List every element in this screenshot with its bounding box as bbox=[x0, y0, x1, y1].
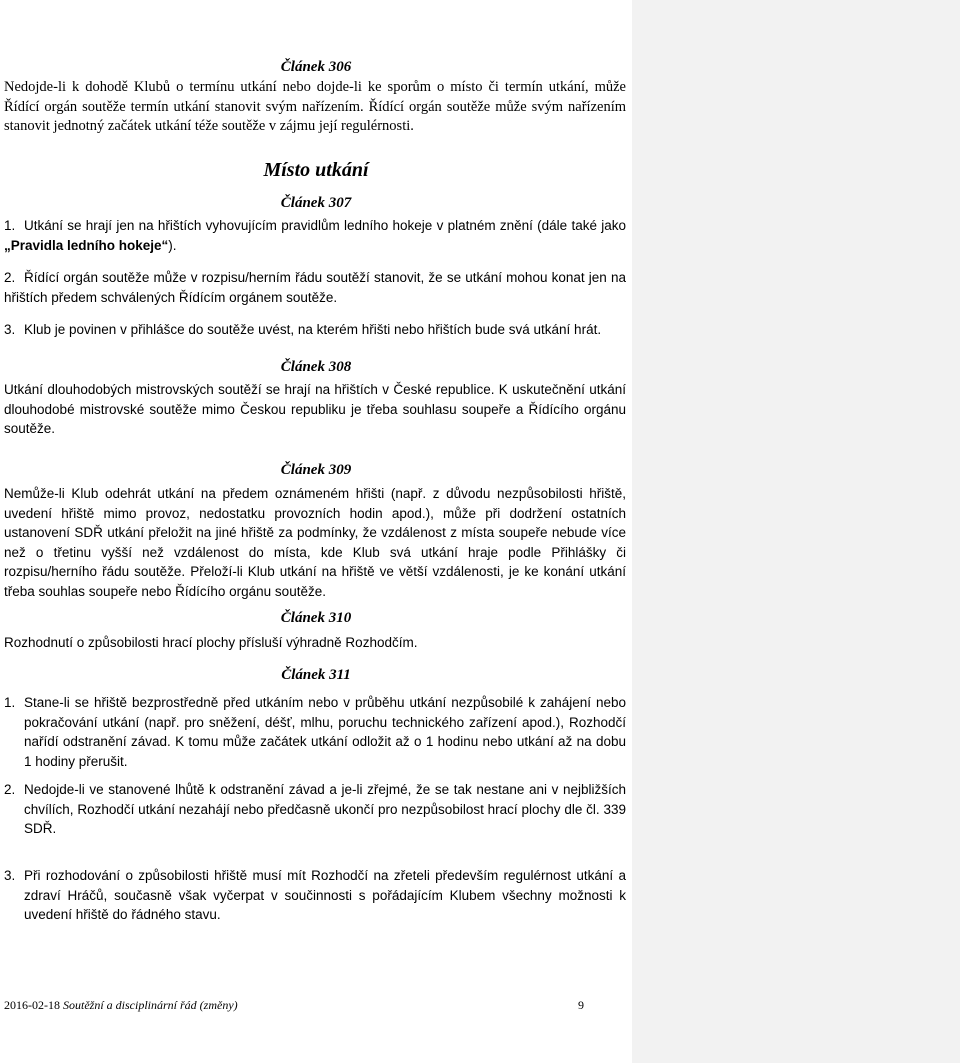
article-309-text: Nemůže-li Klub odehrát utkání na předem oznámeném hřišti (např. z důvodu nezpůsobilosti hřiště, uvedení hřiště mimo provoz, nedostatku provozních hodin apod.), může při dodržení ostatních ustanovení SDŘ utkání přeložit na jiné hřiště za podmínky, že vzdálenost z místa soupeře nebude více než o třetinu vyšší než vzdálenost do místa, kde Klub svá utkání hraje podle Přihlášky či rozpisu/herního řádu soutěže. Přeloží-li Klub utkání na hřiště ve větší vzdálenosti, je ke konání utkání třeba souhlas soupeře nebo Řídícího orgánu soutěže. bbox=[4, 486, 626, 599]
article-310-heading: Článek 310 bbox=[280, 610, 352, 626]
article-310-text: Rozhodnutí o způsobilosti hrací plochy přísluší výhradně Rozhodčím. bbox=[4, 635, 418, 650]
footer-title: Soutěžní a disciplinární řád (změny) bbox=[63, 998, 238, 1012]
page-footer bbox=[4, 996, 238, 1016]
article-306-text: Nedojde-li k dohodě Klubů o termínu utkání nebo dojde-li ke sporům o místo či termín utkání, může Řídící orgán soutěže termín utkání stanovit svým nařízením. Řídící orgán soutěže může svým nařízením stanovit jednotný začátek utkání téže soutěže v zájmu její regulérnosti. bbox=[4, 79, 626, 134]
article-306-heading: Článek 306 bbox=[280, 59, 352, 75]
article-307-item-1 bbox=[4, 216, 626, 255]
item-number: 3. bbox=[4, 868, 16, 883]
footer-date: 2016-02-18 bbox=[4, 998, 60, 1012]
article-308-heading: Článek 308 bbox=[280, 359, 352, 375]
article-307-item-2 bbox=[4, 268, 626, 307]
item-bold-term: „Pravidla ledního hokeje“ bbox=[4, 237, 169, 253]
item-text: Při rozhodování o způsobilosti hřiště musí mít Rozhodčí na zřeteli především regulérnost utkání a zdraví Hráčů, současně však vyčerpat v součinnosti s pořádajícím Klubem všechny možnosti k uvedení hřiště do řádného stavu. bbox=[24, 868, 626, 922]
comment-margin-pane bbox=[632, 0, 960, 1063]
item-text: Stane-li se hřiště bezprostředně před utkáním nebo v průběhu utkání nezpůsobilé k zahájení nebo pokračování utkání (např. pro sněžení, déšť, mlhu, poruchu technického zařízení apod.), Rozhodčí nařídí odstranění závad. K tomu může začátek utkání odložit až o 1 hodinu nebo utkání až na dobu 1 hodiny přerušit. bbox=[24, 695, 626, 769]
item-text: Utkání se hrají jen na hřištích vyhovujícím pravidlům ledního hokeje v platném znění (dále také jako bbox=[24, 218, 626, 233]
section-heading-misto-utkani: Místo utkání bbox=[263, 159, 369, 181]
article-308-text: Utkání dlouhodobých mistrovských soutěží se hrají na hřištích v České republice. K uskutečnění utkání dlouhodobé mistrovské soutěže mimo Českou republiku je třeba souhlasu soupeře a Řídícího orgánu soutěže. bbox=[4, 382, 626, 436]
item-text-end: ). bbox=[168, 237, 177, 253]
item-number: 2. bbox=[4, 782, 16, 797]
item-text: Řídící orgán soutěže může v rozpisu/herním řádu soutěží stanovit, že se utkání mohou konat jen na hřištích předem schválených Řídícím orgánem soutěže. bbox=[4, 270, 626, 305]
item-text: Klub je povinen v přihlášce do soutěže uvést, na kterém hřišti nebo hřištích bude svá utkání hrát. bbox=[24, 322, 602, 337]
article-309-heading: Článek 309 bbox=[280, 462, 352, 478]
article-307-heading: Článek 307 bbox=[280, 195, 352, 211]
article-307-item-3 bbox=[4, 320, 626, 340]
item-number: 3. bbox=[4, 322, 16, 337]
item-number: 1. bbox=[4, 695, 16, 710]
item-text: Nedojde-li ve stanovené lhůtě k odstranění závad a je-li zřejmé, že se tak nestane ani v nejbližších chvílích, Rozhodčí utkání nezahájí nebo předčasně ukončí pro nezpůsobilost hrací plochy dle čl. 339 SDŘ. bbox=[24, 782, 626, 836]
article-311-heading: Článek 311 bbox=[281, 667, 351, 683]
page-number: 9 bbox=[578, 998, 584, 1012]
item-number: 2. bbox=[4, 270, 16, 285]
item-number: 1. bbox=[4, 218, 16, 233]
